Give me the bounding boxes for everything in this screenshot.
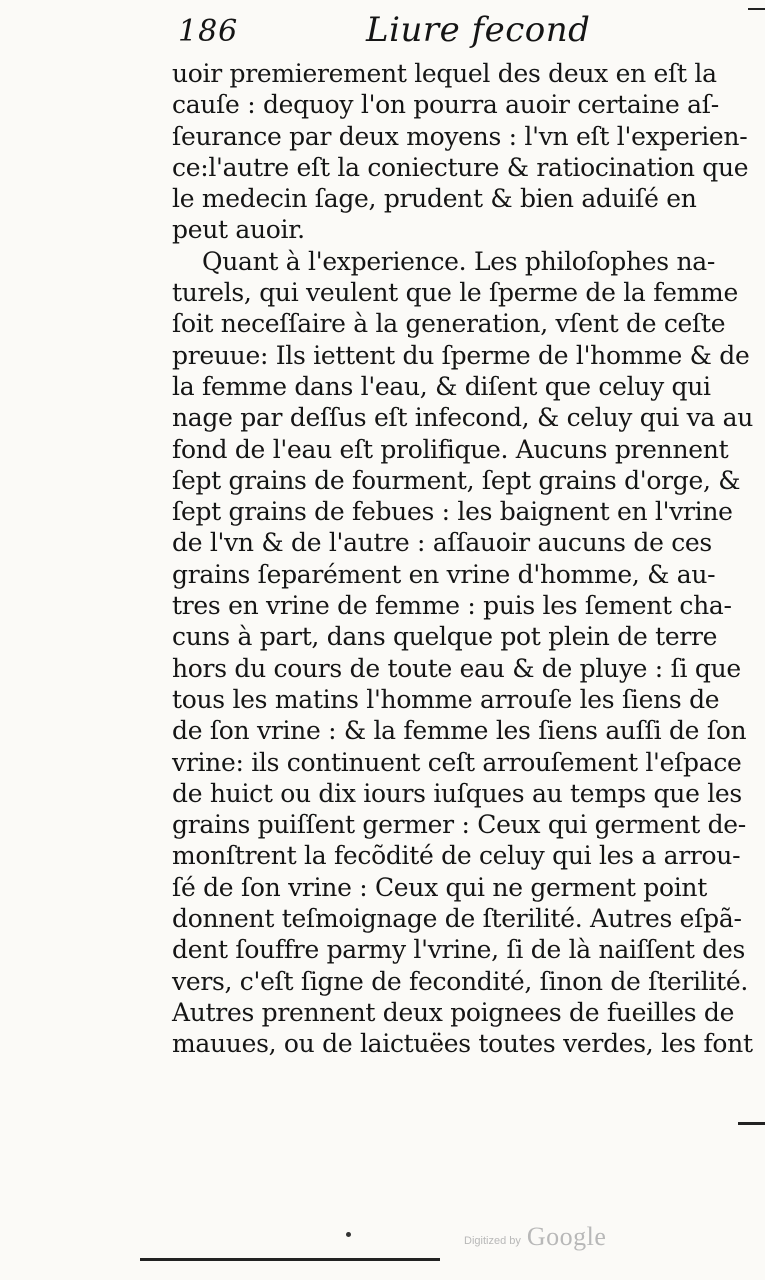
text-line: uoir premierement lequel des deux en eſt la bbox=[172, 59, 717, 88]
page-header bbox=[178, 8, 598, 52]
text-line: fond de l'eau eſt prolifique. Aucuns prennent bbox=[172, 434, 729, 464]
text-line: donnent teſmoignage de ſterilité. Autres eſpã- bbox=[172, 904, 742, 934]
text-line: de l'vn & de l'autre : aſſauoir aucuns de ces bbox=[172, 528, 712, 558]
google-logo: Google bbox=[526, 1222, 607, 1251]
text-line: peut auoir. bbox=[172, 215, 305, 245]
watermark bbox=[464, 1222, 606, 1252]
text-line: nage par deſſus eſt infecond, & celuy qui va au bbox=[172, 403, 754, 433]
edge-mark bbox=[738, 1122, 765, 1125]
text-line: grains ſeparément en vrine d'homme, & au- bbox=[172, 559, 716, 589]
text-line: ſept grains de fourment, ſept grains d'orge, & bbox=[172, 465, 741, 495]
text-line: ce:l'autre eſt la coniecture & ratiocination que bbox=[172, 152, 749, 182]
edge-mark bbox=[748, 8, 765, 10]
text-line: vrine: ils continuent ceſt arrouſement l'eſpace bbox=[172, 747, 742, 777]
text-line: Quant à l'experience. Les philoſophes na- bbox=[202, 246, 715, 276]
watermark-prefix: Digitized by bbox=[464, 1235, 521, 1247]
text-line: hors du cours de toute eau & de pluye : ſi que bbox=[172, 653, 741, 683]
text-line: grains puiſſent germer : Ceux qui germent de- bbox=[172, 810, 746, 840]
text-line: monſtrent la fecõdité de celuy qui les a arrou- bbox=[172, 841, 741, 871]
text-line: turels, qui veulent que le ſperme de la femme bbox=[172, 278, 738, 308]
text-line: tous les matins l'homme arrouſe les ſiens de bbox=[172, 684, 720, 714]
running-head: Liure fecond bbox=[366, 10, 591, 50]
page-number: 186 bbox=[178, 14, 239, 49]
text-line: dent ſouffre parmy l'vrine, ſi de là naiſſent des bbox=[172, 935, 745, 965]
text-line: la femme dans l'eau, & diſent que celuy qui bbox=[172, 371, 711, 401]
text-line: ſept grains de febues : les baignent en l'vrine bbox=[172, 497, 733, 527]
text-line: Autres prennent deux poignees de fueilles de bbox=[172, 997, 735, 1027]
text-line: vers, c'eſt ſigne de fecondité, ſinon de ſterilité. bbox=[172, 966, 748, 996]
text-line: de huict ou dix iours iuſques au temps que les bbox=[172, 778, 742, 808]
text-line: ſé de ſon vrine : Ceux qui ne germent point bbox=[172, 872, 707, 902]
text-line: ſeurance par deux moyens : l'vn eſt l'experien- bbox=[172, 121, 748, 151]
text-line: le medecin ſage, prudent & bien aduiſé en bbox=[172, 184, 697, 214]
ink-dot bbox=[346, 1232, 351, 1237]
text-line: preuue: Ils iettent du ſperme de l'homme & de bbox=[172, 340, 750, 370]
text-line: de ſon vrine : & la femme les ſiens auſſi de ſon bbox=[172, 716, 747, 746]
text-line: tres en vrine de femme : puis les ſement cha- bbox=[172, 591, 732, 621]
text-line: ſoit neceſſaire à la generation, vſent de ceſte bbox=[172, 309, 726, 339]
text-line: cauſe : dequoy l'on pourra auoir certaine aſ- bbox=[172, 90, 719, 120]
bottom-edge-rule bbox=[140, 1258, 440, 1261]
text-line: mauues, ou de laictuëes toutes verdes, les font bbox=[172, 1029, 753, 1059]
text-line: cuns à part, dans quelque pot plein de terre bbox=[172, 622, 718, 652]
body-text bbox=[172, 58, 754, 1060]
